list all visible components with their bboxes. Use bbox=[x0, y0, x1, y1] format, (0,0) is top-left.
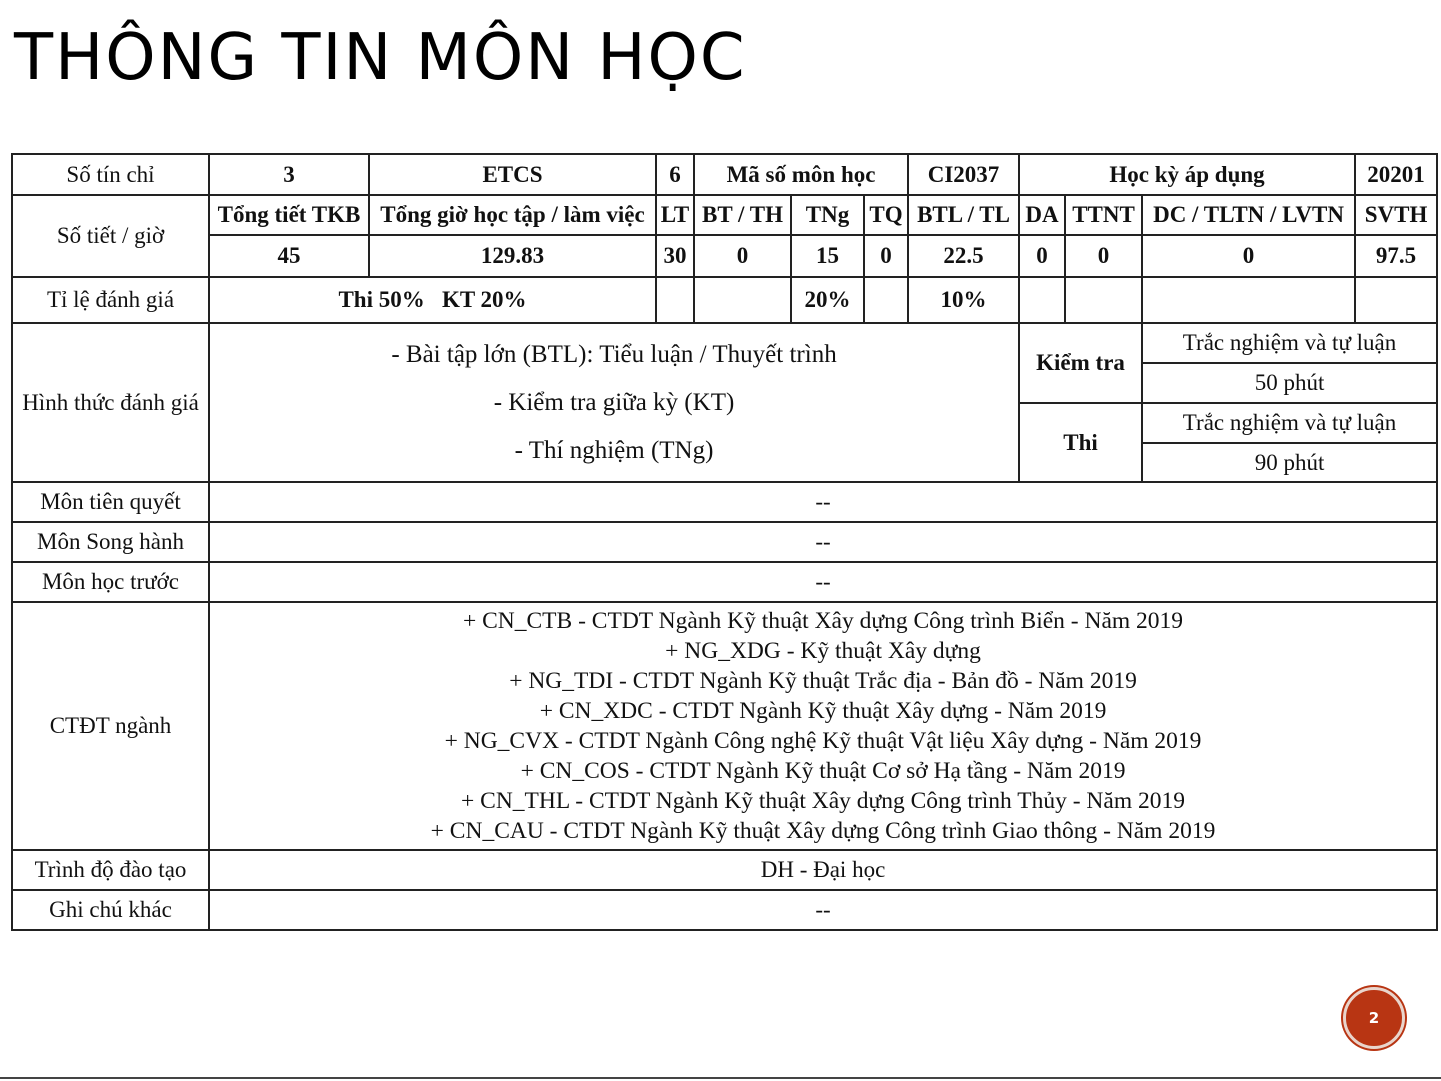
row-hours-values bbox=[12, 235, 1437, 277]
notes-label: Ghi chú khác bbox=[12, 890, 209, 930]
ratio-dc-empty bbox=[1142, 277, 1355, 323]
row-corequisite bbox=[12, 522, 1437, 562]
thi-time: 90 phút bbox=[1142, 443, 1437, 482]
value-da: 0 bbox=[1019, 235, 1065, 277]
ratio-label: Tỉ lệ đánh giá bbox=[12, 277, 209, 323]
kiem-tra-time: 50 phút bbox=[1142, 363, 1437, 403]
value-svth: 97.5 bbox=[1355, 235, 1437, 277]
ratio-tng: 20% bbox=[791, 277, 864, 323]
row-prerequisite bbox=[12, 482, 1437, 522]
semester-value: 20201 bbox=[1355, 154, 1437, 195]
row-assessment-form-1 bbox=[12, 323, 1437, 363]
row-notes bbox=[12, 890, 1437, 930]
ratio-ttnt-empty bbox=[1065, 277, 1142, 323]
etcs-label: ETCS bbox=[369, 154, 656, 195]
page-title: THÔNG TIN MÔN HỌC bbox=[14, 21, 747, 95]
program-item: + NG_CVX - CTDT Ngành Công nghệ Kỹ thuật Vật liệu Xây dựng - Năm 2019 bbox=[444, 728, 1202, 754]
training-level-value: DH - Đại học bbox=[209, 850, 1437, 890]
program-item: + CN_XDC - CTDT Ngành Kỹ thuật Xây dựng - Năm 2019 bbox=[539, 698, 1107, 724]
ratio-da-empty bbox=[1019, 277, 1065, 323]
program-item: + CN_CTB - CTDT Ngành Kỹ thuật Xây dựng Công trình Biển - Năm 2019 bbox=[462, 608, 1184, 634]
value-bt-th: 0 bbox=[694, 235, 791, 277]
ratio-lt-empty bbox=[656, 277, 694, 323]
header-btl-tl: BTL / TL bbox=[908, 195, 1019, 235]
thi-type: Trắc nghiệm và tự luận bbox=[1142, 403, 1437, 443]
previous-course-value: -- bbox=[209, 562, 1437, 602]
value-btl-tl: 22.5 bbox=[908, 235, 1019, 277]
assessment-form-label: Hình thức đánh giá bbox=[12, 323, 209, 482]
ratio-kt: KT 20% bbox=[441, 287, 527, 313]
row-hours-headers bbox=[12, 195, 1437, 235]
kiem-tra-label: Kiểm tra bbox=[1019, 323, 1142, 403]
header-da: DA bbox=[1019, 195, 1065, 235]
row-previous-course bbox=[12, 562, 1437, 602]
ratio-btl: 10% bbox=[908, 277, 1019, 323]
ratio-thi: Thi 50% bbox=[338, 287, 425, 313]
header-tong-tiet: Tổng tiết TKB bbox=[209, 195, 369, 235]
course-code-value: CI2037 bbox=[908, 154, 1019, 195]
value-dc-tltn-lvtn: 0 bbox=[1142, 235, 1355, 277]
header-ttnt: TTNT bbox=[1065, 195, 1142, 235]
programs-list bbox=[209, 602, 1437, 850]
credits-label: Số tín chỉ bbox=[12, 154, 209, 195]
header-bt-th: BT / TH bbox=[694, 195, 791, 235]
program-item: + NG_TDI - CTDT Ngành Kỹ thuật Trắc địa - Bản đồ - Năm 2019 bbox=[509, 668, 1137, 694]
credits-value: 3 bbox=[209, 154, 369, 195]
value-ttnt: 0 bbox=[1065, 235, 1142, 277]
bullet-btl: - Bài tập lớn (BTL): Tiểu luận / Thuyết trình bbox=[391, 340, 837, 368]
prerequisite-value: -- bbox=[209, 482, 1437, 522]
page-number-badge: 2 bbox=[1343, 987, 1405, 1049]
value-tong-gio: 129.83 bbox=[369, 235, 656, 277]
ratio-bt-empty bbox=[694, 277, 791, 323]
row-programs bbox=[12, 602, 1437, 850]
value-lt: 30 bbox=[656, 235, 694, 277]
ratio-thi-kt bbox=[209, 277, 656, 323]
header-tong-gio: Tổng giờ học tập / làm việc bbox=[369, 195, 656, 235]
course-code-label: Mã số môn học bbox=[694, 154, 908, 195]
program-item: + CN_CAU - CTDT Ngành Kỹ thuật Xây dựng Công trình Giao thông - Năm 2019 bbox=[430, 818, 1216, 844]
hours-label: Số tiết / giờ bbox=[12, 195, 209, 277]
corequisite-label: Môn Song hành bbox=[12, 522, 209, 562]
row-assessment-ratio bbox=[12, 277, 1437, 323]
program-item: + CN_COS - CTDT Ngành Kỹ thuật Cơ sở Hạ tầng - Năm 2019 bbox=[520, 758, 1126, 784]
course-info-table bbox=[11, 153, 1438, 931]
bullet-tng: - Thí nghiệm (TNg) bbox=[514, 436, 714, 464]
semester-label: Học kỳ áp dụng bbox=[1019, 154, 1355, 195]
value-tq: 0 bbox=[864, 235, 908, 277]
header-lt: LT bbox=[656, 195, 694, 235]
header-dc-tltn-lvtn: DC / TLTN / LVTN bbox=[1142, 195, 1355, 235]
header-tng: TNg bbox=[791, 195, 864, 235]
assessment-bullets bbox=[209, 323, 1019, 482]
program-item: + NG_XDG - Kỹ thuật Xây dựng bbox=[665, 638, 981, 664]
value-tong-tiet: 45 bbox=[209, 235, 369, 277]
bottom-divider bbox=[0, 1077, 1441, 1079]
row-training-level bbox=[12, 850, 1437, 890]
training-level-label: Trình độ đào tạo bbox=[12, 850, 209, 890]
etcs-value: 6 bbox=[656, 154, 694, 195]
corequisite-value: -- bbox=[209, 522, 1437, 562]
previous-course-label: Môn học trước bbox=[12, 562, 209, 602]
header-tq: TQ bbox=[864, 195, 908, 235]
prerequisite-label: Môn tiên quyết bbox=[12, 482, 209, 522]
kiem-tra-type: Trắc nghiệm và tự luận bbox=[1142, 323, 1437, 363]
bullet-kt: - Kiểm tra giữa kỳ (KT) bbox=[493, 388, 735, 416]
notes-value: -- bbox=[209, 890, 1437, 930]
program-item: + CN_THL - CTDT Ngành Kỹ thuật Xây dựng Công trình Thủy - Năm 2019 bbox=[461, 788, 1185, 814]
ratio-tq-empty bbox=[864, 277, 908, 323]
row-credits bbox=[12, 154, 1437, 195]
value-tng: 15 bbox=[791, 235, 864, 277]
ratio-svth-empty bbox=[1355, 277, 1437, 323]
header-svth: SVTH bbox=[1355, 195, 1437, 235]
thi-label: Thi bbox=[1019, 403, 1142, 482]
programs-label: CTĐT ngành bbox=[12, 602, 209, 850]
